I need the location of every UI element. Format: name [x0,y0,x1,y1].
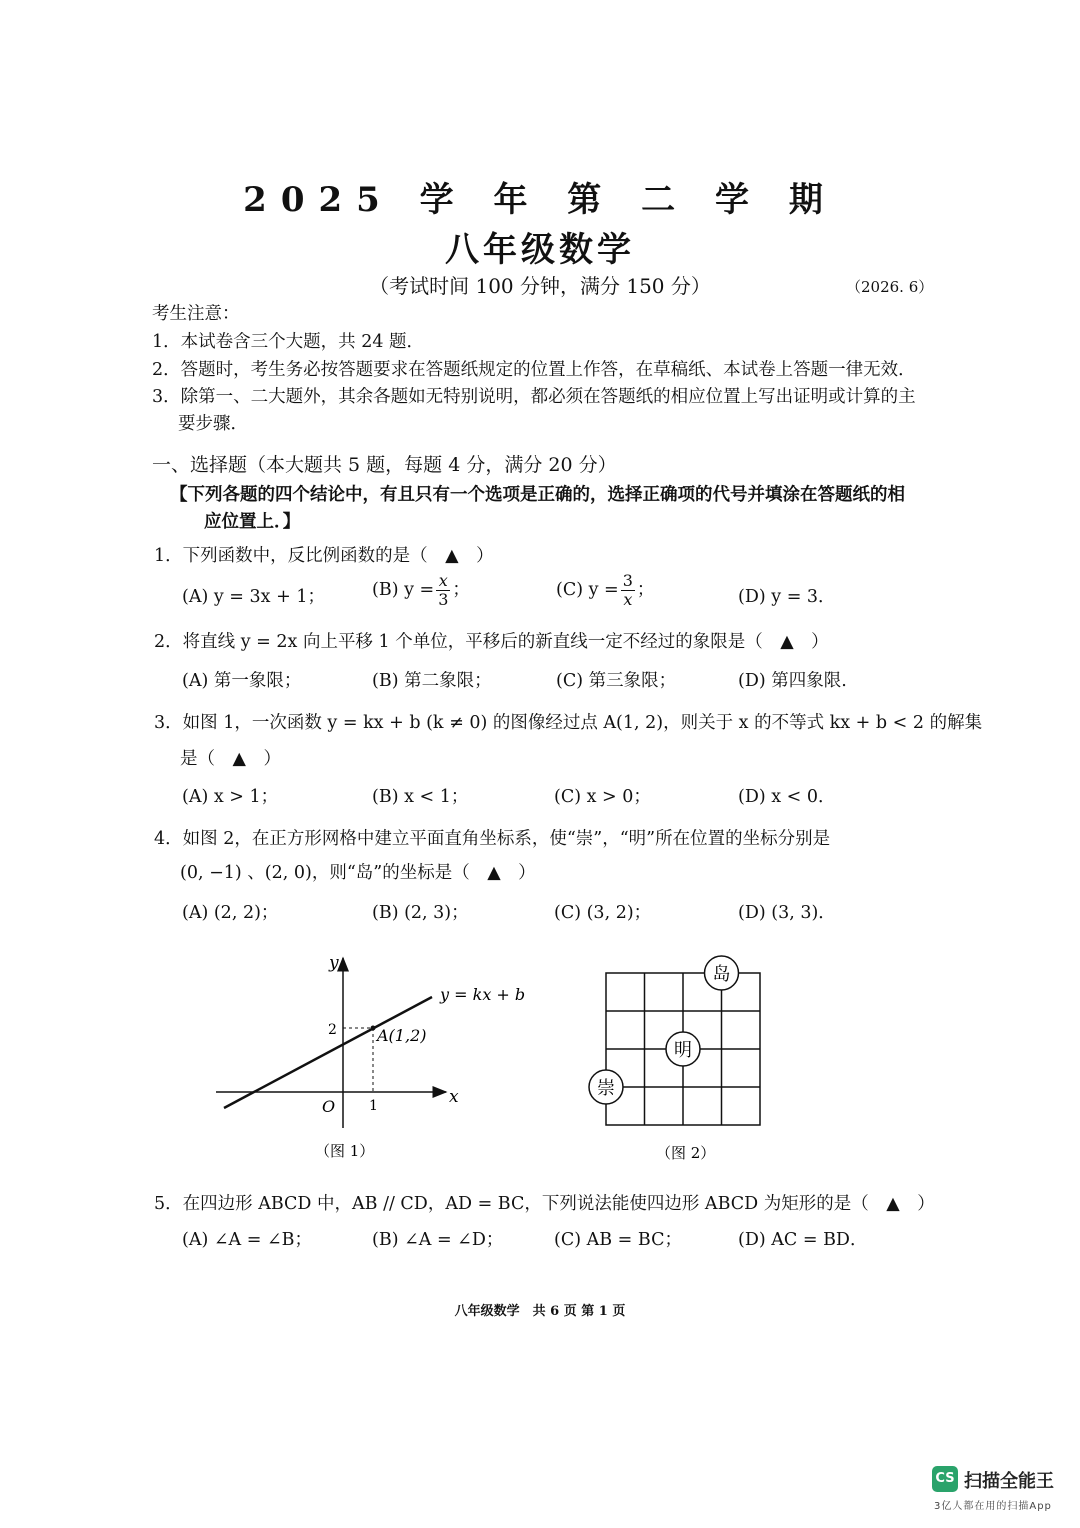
line-equation-label: y = kx + b [440,985,526,1004]
page-footer: 八年级数学 共 6 页 第 1 页 [454,1304,626,1319]
notice-item-1: 1．本试卷含三个大题，共 24 题． [152,332,425,352]
q2-stem: 2．将直线 y = 2x 向上平移 1 个单位，平移后的新直线一定不经过的象限是（ ▲ ） [154,632,829,652]
watermark-name: 扫描全能王 [964,1471,1054,1492]
piece-ming-label: 明 [674,1040,692,1061]
q3-option-b: (B) x < 1； [372,787,469,807]
section1-instruction: 【下列各题的四个结论中，有且只有一个选项是正确的，选择正确项的代号并填涂在答题纸的相 [170,485,905,505]
q4-stem-cont: (0, −1) 、(2, 0)，则“岛”的坐标是（ ▲ ） [180,863,536,883]
figure-1 [210,950,530,1165]
camscanner-logo-icon: CS [932,1466,958,1492]
q3-stem-cont: 是（ ▲ ） [180,749,281,769]
exam-info: （考试时间 100 分钟，满分 150 分） [369,274,711,298]
notice-item-3-cont: 要步骤． [178,414,248,434]
q2-option-b: (B) 第二象限； [372,671,492,691]
notice-item-2: 2．答题时，考生务必按答题要求在答题纸规定的位置上作答，在草稿纸、本试卷上答题一律无效． [152,360,916,380]
q4-option-c: (C) (3, 2)； [554,903,652,923]
q1-option-d: (D) y = 3． [738,587,836,607]
q5-option-a: (A) ∠A = ∠B； [182,1230,312,1250]
origin-label: O [322,1097,336,1116]
x-axis-label: x [449,1087,459,1107]
point-a-label: A(1,2) [377,1026,427,1045]
section1-instruction-cont: 应位置上．】 [204,512,301,532]
q5-option-d: (D) AC = BD． [738,1230,868,1250]
y-axis-label: y [329,953,339,973]
notice-item-3: 3．除第一、二大题外，其余各题如无特别说明，都必须在答题纸的相应位置上写出证明或计算的主 [152,387,916,407]
watermark-tagline: 3亿人都在用的扫描App [934,1501,1052,1512]
q2-option-c: (C) 第三象限； [556,671,677,691]
q3-option-a: (A) x > 1； [182,787,279,807]
piece-dao-label: 岛 [712,964,731,985]
q3-stem: 3．如图 1，一次函数 y = kx + b (k ≠ 0) 的图像经过点 A(1, 2)，则关于 x 的不等式 kx + b < 2 的解集 [154,713,983,733]
figure-1-caption: （图 1） [315,1142,375,1160]
q5-option-b: (B) ∠A = ∠D； [372,1230,504,1250]
q5-option-c: (C) AB = BC； [554,1230,682,1250]
q2-option-a: (A) 第一象限； [182,671,302,691]
q4-option-b: (B) (2, 3)； [372,903,469,923]
q1-option-c: (C) y = $\frac{3}{x}$ ； [556,571,655,609]
tick-label-x-1: 1 [369,1098,378,1114]
exam-date: （2026. 6） [846,278,934,296]
q1-option-a: (A) y = 3x + 1； [182,587,325,607]
q1-option-b: (B) y = $\frac{x}{3}$ ； [372,571,470,609]
figure-2 [580,950,780,1165]
q2-option-d: (D) 第四象限. [738,671,847,691]
exam-title: 2025 学 年 第 二 学 期 [243,180,837,220]
tick-label-y-2: 2 [328,1022,337,1038]
q5-stem: 5．在四边形 ABCD 中，AB // CD，AD = BC，下列说法能使四边形 ABCD 为矩形的是（ ▲ ） [154,1194,935,1214]
figure-2-caption: （图 2） [656,1144,716,1162]
q3-option-c: (C) x > 0； [554,787,651,807]
piece-chong-label: 崇 [597,1078,615,1099]
q1-stem: 1．下列函数中，反比例函数的是（ ▲ ） [154,546,494,566]
q4-stem: 4．如图 2，在正方形网格中建立平面直角坐标系，使“崇”，“明”所在位置的坐标分别是 [154,829,831,849]
q4-option-d: (D) (3, 3)． [738,903,836,923]
point-a [371,1026,376,1031]
notice-heading: 考生注意： [152,304,240,324]
section1-heading: 一、选择题（本大题共 5 题，每题 4 分，满分 20 分） [152,454,617,476]
q3-option-d: (D) x < 0． [738,787,836,807]
q4-option-a: (A) (2, 2)； [182,903,279,923]
exam-subject: 八年级数学 [445,230,635,270]
